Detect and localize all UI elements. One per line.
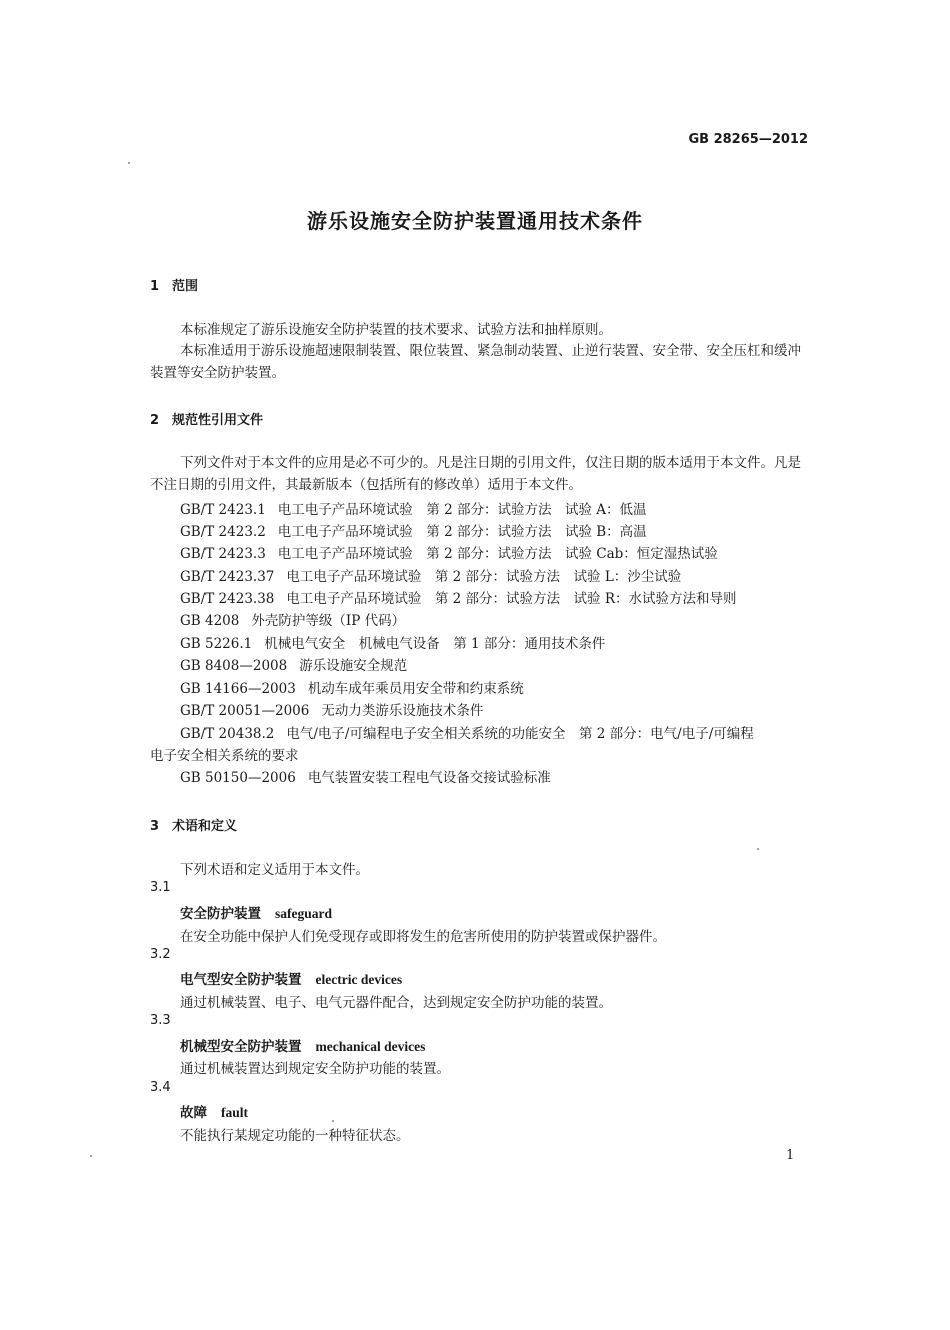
reference-code: GB 50150—2006 bbox=[180, 770, 296, 786]
paragraph: 本标准适用于游乐设施超速限制装置、限位装置、紧急制动装置、止逆行装置、安全带、安全压杠和缓冲装置等安全防护装置。 bbox=[150, 343, 801, 381]
scan-speck bbox=[757, 848, 759, 850]
term-chinese: 机械型安全防护装置 bbox=[180, 1039, 302, 1055]
paragraph: 下列术语和定义适用于本文件。 bbox=[180, 862, 369, 878]
standard-code: GB 28265—2012 bbox=[688, 132, 808, 147]
reference-title: 电工电子产品环境试验 第 2 部分：试验方法 试验 Cab：恒定湿热试验 bbox=[277, 546, 718, 562]
scan-speck bbox=[128, 162, 130, 164]
reference-item bbox=[180, 587, 737, 607]
reference-item bbox=[180, 654, 407, 674]
term-name bbox=[180, 1101, 248, 1121]
term-number: 3.4 bbox=[150, 1080, 171, 1095]
term-chinese: 电气型安全防护装置 bbox=[180, 972, 302, 988]
reference-code: GB/T 2423.37 bbox=[180, 569, 275, 585]
reference-title: 机械电气安全 机械电气设备 第 1 部分：通用技术条件 bbox=[264, 636, 606, 652]
section-2-heading bbox=[150, 409, 263, 428]
section-title: 规范性引用文件 bbox=[172, 413, 264, 428]
term-name bbox=[180, 968, 402, 988]
reference-item bbox=[180, 609, 405, 629]
term-english: fault bbox=[221, 1105, 248, 1120]
reference-code: GB/T 2423.38 bbox=[180, 591, 275, 607]
document-title: 游乐设施安全防护装置通用技术条件 bbox=[307, 209, 643, 233]
section-1-heading bbox=[150, 275, 198, 294]
reference-item bbox=[180, 498, 647, 518]
reference-item bbox=[180, 520, 647, 540]
reference-title: 电工电子产品环境试验 第 2 部分：试验方法 试验 A：低温 bbox=[277, 502, 647, 518]
term-name bbox=[180, 902, 332, 922]
scan-speck bbox=[90, 1155, 92, 1157]
reference-title: 无动力类游乐设施技术条件 bbox=[321, 703, 484, 719]
term-number: 3.2 bbox=[150, 947, 171, 962]
reference-code: GB 14166—2003 bbox=[180, 681, 296, 697]
reference-code: GB/T 2423.2 bbox=[180, 524, 266, 540]
term-name bbox=[180, 1035, 425, 1055]
reference-item bbox=[180, 565, 681, 585]
term-number: 3.1 bbox=[150, 880, 171, 895]
section-3-heading bbox=[150, 815, 237, 834]
page-number: 1 bbox=[786, 1148, 795, 1163]
reference-title: 游乐设施安全规范 bbox=[299, 658, 408, 674]
reference-code: GB/T 2423.3 bbox=[180, 546, 266, 562]
term-definition: 通过机械装置达到规定安全防护功能的装置。 bbox=[180, 1061, 450, 1077]
reference-item bbox=[180, 677, 524, 697]
reference-title: 电气/电子/可编程电子安全相关系统的功能安全 第 2 部分：电气/电子/可编程 bbox=[286, 726, 754, 742]
reference-item bbox=[180, 766, 551, 786]
section-number: 2 bbox=[150, 413, 160, 428]
term-definition: 通过机械装置、电子、电气元器件配合，达到规定安全防护功能的装置。 bbox=[180, 995, 612, 1011]
section-number: 1 bbox=[150, 279, 160, 294]
reference-item bbox=[180, 632, 605, 652]
paragraph: 本标准规定了游乐设施安全防护装置的技术要求、试验方法和抽样原则。 bbox=[180, 322, 612, 338]
section-title: 术语和定义 bbox=[172, 819, 238, 834]
reference-code: GB/T 20438.2 bbox=[180, 726, 275, 742]
term-english: safeguard bbox=[275, 906, 332, 921]
term-definition: 在安全功能中保护人们免受现存或即将发生的危害所使用的防护装置或保护器件。 bbox=[180, 929, 666, 945]
reference-code: GB/T 20051—2006 bbox=[180, 703, 310, 719]
reference-item bbox=[180, 722, 754, 742]
reference-code: GB 8408—2008 bbox=[180, 658, 288, 674]
reference-continuation: 电子安全相关系统的要求 bbox=[150, 748, 299, 764]
reference-title: 机动车成年乘员用安全带和约束系统 bbox=[307, 681, 524, 697]
reference-title: 外壳防护等级（IP 代码） bbox=[251, 613, 406, 629]
paragraph: 下列文件对于本文件的应用是必不可少的。凡是注日期的引用文件，仅注日期的版本适用于本文件。凡是不注日期的引用文件，其最新版本（包括所有的修改单）适用于本文件。 bbox=[150, 455, 801, 493]
term-definition: 不能执行某规定功能的一种特征状态。 bbox=[180, 1128, 410, 1144]
reference-code: GB 4208 bbox=[180, 613, 240, 629]
term-chinese: 安全防护装置 bbox=[180, 906, 261, 922]
reference-code: GB 5226.1 bbox=[180, 636, 253, 652]
reference-title: 电工电子产品环境试验 第 2 部分：试验方法 试验 R：水试验方法和导则 bbox=[286, 591, 737, 607]
term-number: 3.3 bbox=[150, 1013, 171, 1028]
term-chinese: 故障 bbox=[180, 1105, 207, 1121]
reference-item bbox=[180, 542, 718, 562]
reference-title: 电工电子产品环境试验 第 2 部分：试验方法 试验 B：高温 bbox=[277, 524, 647, 540]
reference-item bbox=[180, 699, 483, 719]
reference-code: GB/T 2423.1 bbox=[180, 502, 266, 518]
reference-title: 电工电子产品环境试验 第 2 部分：试验方法 试验 L：沙尘试验 bbox=[286, 569, 682, 585]
scan-speck bbox=[332, 1120, 334, 1122]
term-english: mechanical devices bbox=[315, 1039, 426, 1054]
term-english: electric devices bbox=[315, 972, 403, 987]
reference-title: 电气装置安装工程电气设备交接试验标准 bbox=[307, 770, 551, 786]
section-number: 3 bbox=[150, 819, 160, 834]
section-title: 范围 bbox=[172, 279, 199, 294]
